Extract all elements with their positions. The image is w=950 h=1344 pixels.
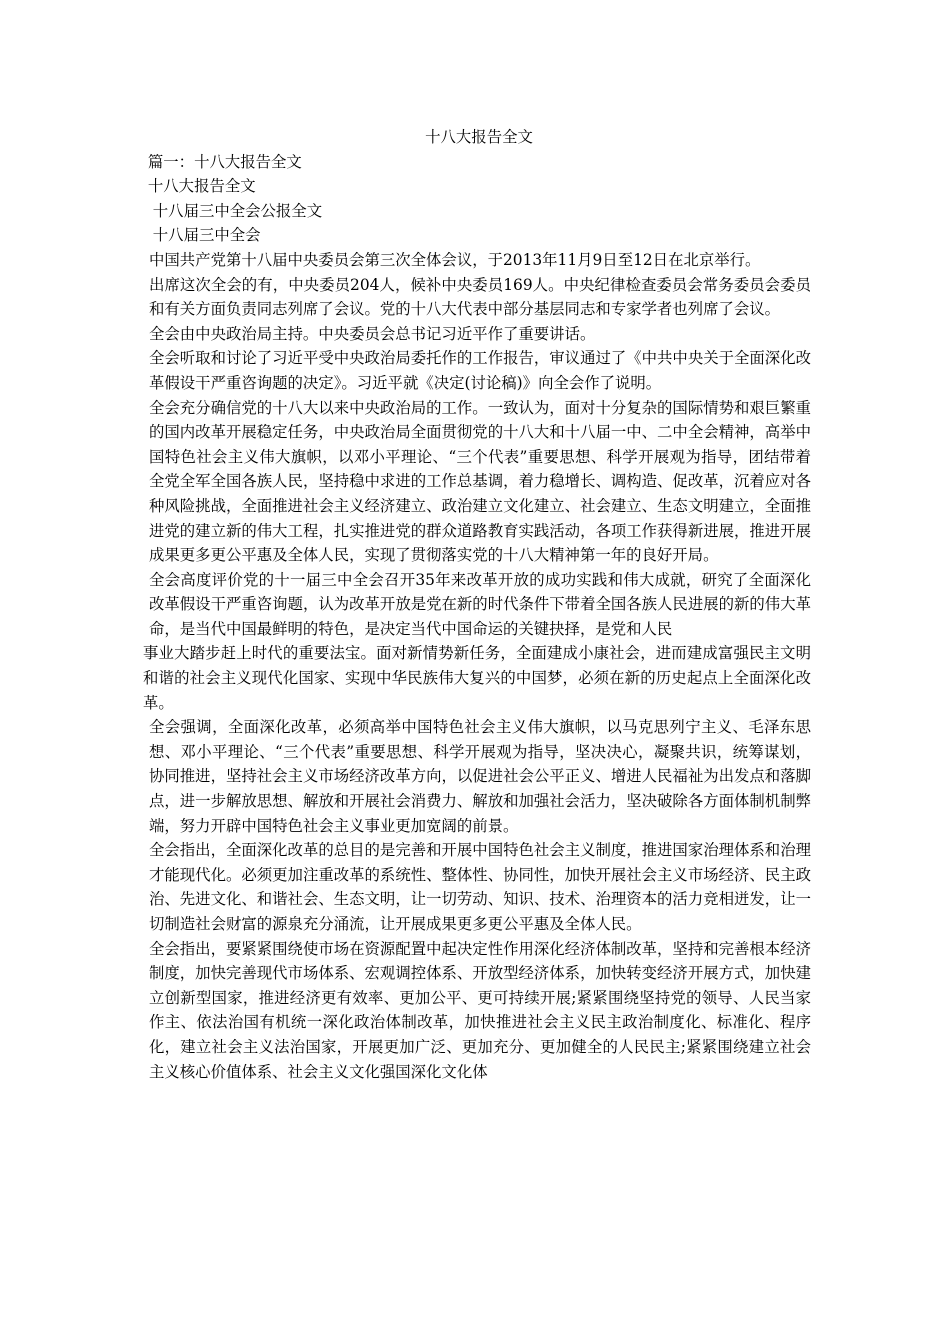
paragraph-1: 中国共产党第十八届中央委员会第三次全体会议，于2013年11月9日至12日在北京举行。 <box>149 250 761 269</box>
document-page <box>143 125 811 1084</box>
paragraph-9: 全会指出，全面深化改革的总目的是完善和开展中国特色社会主义制度，推进国家治理体系和治理才能现代化。必须更加注重改革的系统性、整体性、协同性，加快开展社会主义市场经济、民主政治、先进文化、和谐社会、生态文明，让一切劳动、知识、技术、治理资本的活力竞相迸发，让一切制造社会财富的源泉充分涌流，让开展成果更多更公平惠及全体人民。 <box>149 841 811 933</box>
paragraph-2: 出席这次全会的有，中央委员204人，候补中央委员169人。中央纪律检查委员会常务委员会委员和有关方面负责同志列席了会议。党的十八大代表中部分基层同志和专家学者也列席了会议。 <box>149 275 811 319</box>
paragraph-10: 全会指出，要紧紧围绕使市场在资源配置中起决定性作用深化经济体制改革，坚持和完善根本经济制度，加快完善现代市场体系、宏观调控体系、开放型经济体系，加快转变经济开展方式，加快建立创新型国家，推进经济更有效率、更加公平、更可持续开展;紧紧围绕坚持党的领导、人民当家作主、依法治国有机统一深化政治体制改革，加快推进社会主义民主政治制度化、标准化、程序化，建立社会主义法治国家，开展更加广泛、更加充分、更加健全的人民民主;紧紧围绕建立社会主义核心价值体系、社会主义文化强国深化文化体 <box>149 939 811 1081</box>
heading-third-plenum: 十八届三中全会 <box>143 226 261 245</box>
paragraph-6: 全会高度评价党的十一届三中全会召开35年来改革开放的成功实践和伟大成就，研究了全面深化改革假设干严重咨询题，认为改革开放是党在新的时代条件下带着全国各族人民进展的新的伟大革命，是当代中国最鲜明的特色，是决定当代中国命运的关键抉择，是党和人民 <box>149 570 811 638</box>
paragraph-5: 全会充分确信党的十八大以来中央政治局的工作。一致认为，面对十分复杂的国际情势和艰巨繁重的国内改革开展稳定任务，中央政治局全面贯彻党的十八大和十八届一中、二中全会精神，高举中国特色社会主义伟大旗帜，以邓小平理论、“三个代表”重要思想、科学开展观为指导，团结带着全党全军全国各族人民，坚持稳中求进的工作总基调，着力稳增长、调构造、促改革，沉着应对各种风险挑战，全面推进社会主义经济建立、政治建立文化建立、社会建立、生态文明建立，全面推进党的建立新的伟大工程，扎实推进党的群众道路教育实践活动，各项工作获得新进展，推进开展成果更多更公平惠及全体人民，实现了贯彻落实党的十八大精神第一年的良好开局。 <box>149 398 811 565</box>
paragraph-7: 事业大踏步赶上时代的重要法宝。面对新情势新任务，全面建成小康社会，进而建成富强民主文明和谐的社会主义现代化国家、实现中华民族伟大复兴的中国梦，必须在新的历史起点上全面深化改革。 <box>143 644 811 712</box>
paragraph-3: 全会由中央政治局主持。中央委员会总书记习近平作了重要讲话。 <box>149 324 596 343</box>
paragraph-4: 全会听取和讨论了习近平受中央政治局委托作的工作报告，审议通过了《中共中央关于全面深化改革假设干严重咨询题的决定》。习近平就《决定(讨论稿)》向全会作了说明。 <box>149 349 811 392</box>
document-title: 十八大报告全文 <box>425 128 533 146</box>
heading-report-full-text: 十八大报告全文 <box>143 177 256 196</box>
heading-part-one: 篇一：十八大报告全文 <box>143 152 302 171</box>
paragraph-8: 全会强调，全面深化改革，必须高举中国特色社会主义伟大旗帜，以马克思列宁主义、毛泽东思想、邓小平理论、“三个代表”重要思想、科学开展观为指导，坚决决心，凝聚共识，统筹谋划，协同推进，坚持社会主义市场经济改革方向，以促进社会公平正义、增进人民福祉为出发点和落脚点，进一步解放思想、解放和开展社会消费力、解放和加强社会活力，坚决破除各方面体制机制弊端，努力开辟中国特色社会主义事业更加宽阔的前景。 <box>149 718 811 835</box>
heading-communique: 十八届三中全会公报全文 <box>143 201 323 220</box>
